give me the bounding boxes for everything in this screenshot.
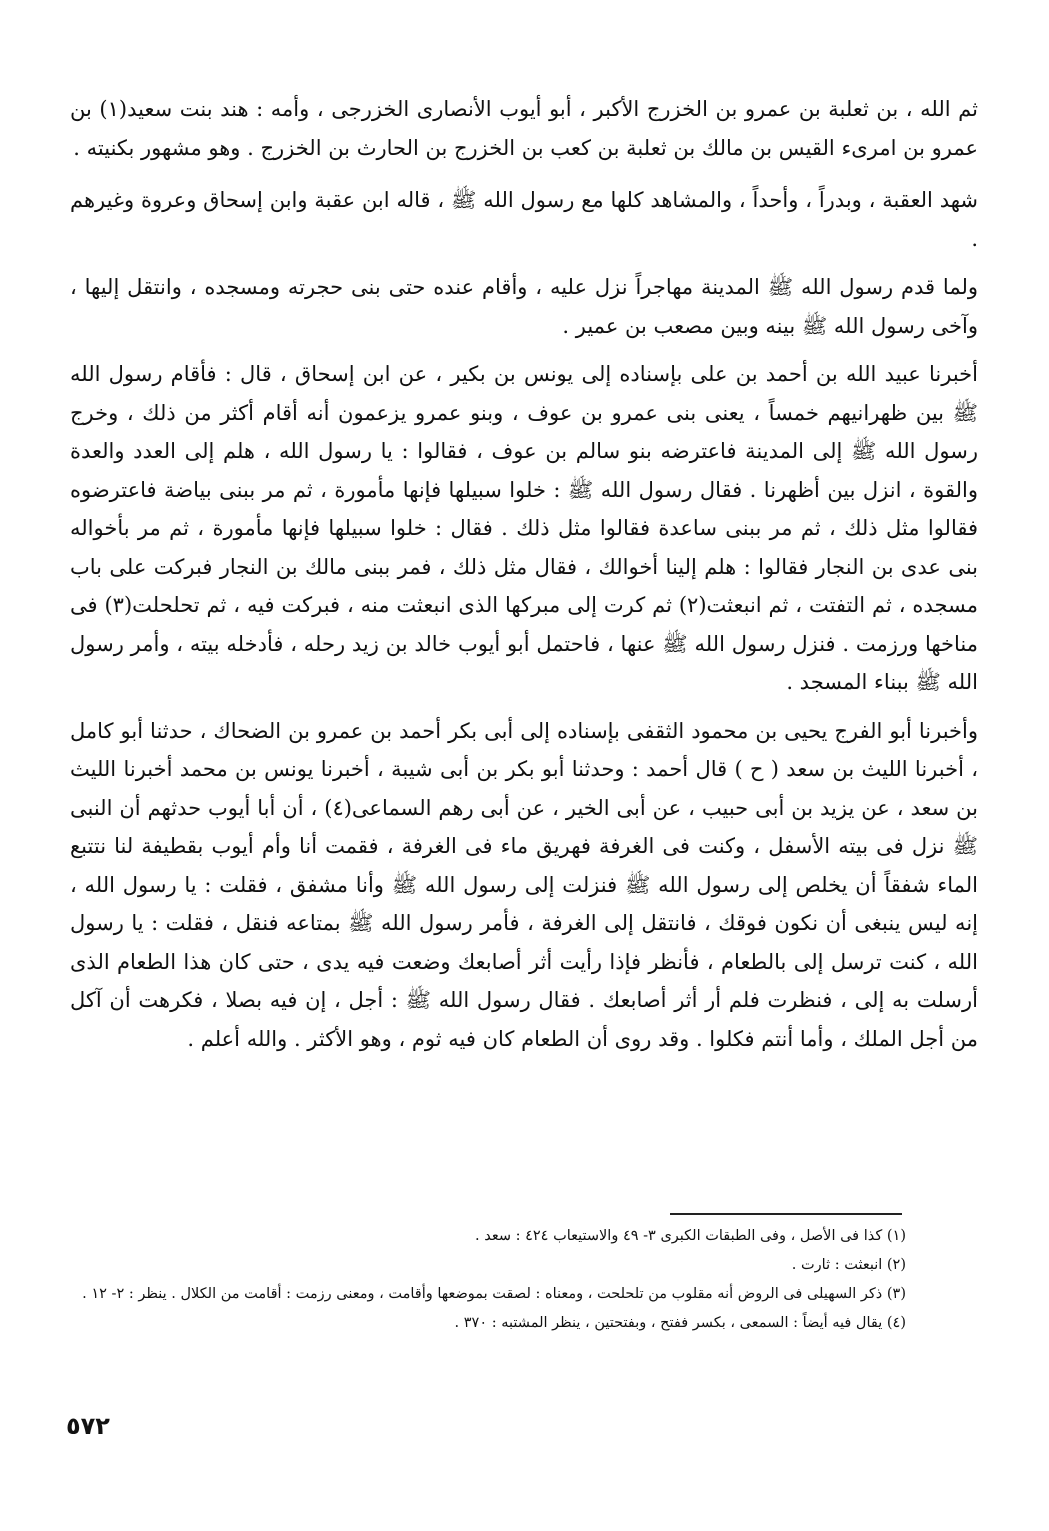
footnote-3: (٣) ذكر السهيلى فى الروض أنه مقلوب من تلحلحت ، ومعناه : لصقت بموضعها وأقامت ، ومعنى رزمت : أقامت من الكلال . ينظر : ٢- ١٢ . [82,1286,906,1302]
footnote-1: (١) كذا فى الأصل ، وفى الطبقات الكبرى ٣- ٤٩ والاستيعاب ٤٢٤ : سعد . [475,1228,906,1244]
paragraph-biography-intro: ثم الله ، بن ثعلبة بن عمرو بن الخزرج الأكبر ، أبو أيوب الأنصارى الخزرجى ، وأمه : هند بنت سعيد(١) بن عمرو بن امرىء القيس بن مالك بن ثعلبة بن كعب بن الخزرج بن الحارث بن الخزرج . وهو مشهور بكنيته . [70,97,978,160]
paragraph-battles: شهد العقبة ، وبدراً ، وأحداً ، والمشاهد كلها مع رسول الله ﷺ ، قاله ابن عقبة وابن إسحاق وعروة وغيرهم . [70,188,978,251]
footnote-4: (٤) يقال فيه أيضاً : السمعى ، بكسر ففتح ، وبفتحتين ، ينظر المشتبه : ٣٧٠ . [454,1315,906,1331]
main-text [70,90,978,1068]
footnotes [70,1222,906,1338]
footnote-separator [670,1213,902,1215]
page-number: ٥٧٢ [66,1412,110,1440]
footnote-2: (٢) انبعثت : ثارت . [791,1257,906,1273]
paragraph-camel-narration: أخبرنا عبيد الله بن أحمد بن على بإسناده إلى يونس بن بكير ، عن ابن إسحاق ، قال : فأقام رسول الله ﷺ بين ظهرانيهم خمساً ، يعنى بنى عمرو بن عوف ، وبنو عمرو يزعمون أنه أقام أكثر من ذلك ، وخرج رسول الله ﷺ إلى المدينة فاعترضه بنو سالم بن عوف ، فقالوا : يا رسول الله ، هلم إلى العدد والعدة والقوة ، انزل بين أظهرنا . فقال رسول الله ﷺ : خلوا سبيلها فإنها مأمورة ، ثم مر ببنى بياضة فاعترضوه فقالوا مثل ذلك ، ثم مر ببنى ساعدة فقالوا مثل ذلك . فقال : خلوا سبيلها فإنها مأمورة ، ثم مر بأخواله بنى عدى بن النجار فقالوا : هلم إلينا أخوالك ، فقال مثل ذلك ، فمر ببنى مالك بن النجار فبركت على باب مسجده ، ثم التفتت ، ثم انبعثت(٢) ثم كرت إلى مبركها الذى انبعثت منه ، فبركت فيه ، ثم تحلحلت(٣) فى مناخها ورزمت . فنزل رسول الله ﷺ عنها ، فاحتمل أبو أيوب خالد بن زيد رحله ، فأدخله بيته ، وأمر رسول الله ﷺ ببناء المسجد . [70,362,978,694]
paragraph-upper-room-narration: وأخبرنا أبو الفرج يحيى بن محمود الثقفى بإسناده إلى أبى بكر أحمد بن عمرو بن الضحاك ، حدثنا أبو كامل ، أخبرنا الليث بن سعد ( ح ) قال أحمد : وحدثنا أبو بكر بن أبى شيبة ، أخبرنا يونس بن محمد أخبرنا الليث بن سعد ، عن يزيد بن أبى حبيب ، عن أبى الخير ، عن أبى رهم السماعى(٤) ، أن أبا أيوب حدثهم أن النبى ﷺ نزل فى بيته الأسفل ، وكنت فى الغرفة فهريق ماء فى الغرفة ، فقمت أنا وأم أيوب بقطيفة لنا نتتبع الماء شفقاً أن يخلص إلى رسول الله ﷺ فنزلت إلى رسول الله ﷺ وأنا مشفق ، فقلت : يا رسول الله ، إنه ليس ينبغى أن نكون فوقك ، فانتقل إلى الغرفة ، فأمر رسول الله ﷺ بمتاعه فنقل ، فقلت : يا رسول الله ، كنت ترسل إلى بالطعام ، فأنظر فإذا رأيت أثر أصابعك وضعت فيه يدى ، حتى كان هذا الطعام الذى أرسلت به إلى ، فنظرت فلم أر أثر أصابعك . فقال رسول الله ﷺ : أجل ، إن فيه بصلا ، فكرهت أن آكل من أجل الملك ، وأما أنتم فكلوا . وقد روى أن الطعام كان فيه ثوم ، وهو الأكثر . والله أعلم . [70,718,978,1051]
paragraph-hijra: ولما قدم رسول الله ﷺ المدينة مهاجراً نزل عليه ، وأقام عنده حتى بنى حجرته ومسجده ، وانتقل إليها ، وآخى رسول الله ﷺ بينه وبين مصعب بن عمير . [70,275,978,338]
